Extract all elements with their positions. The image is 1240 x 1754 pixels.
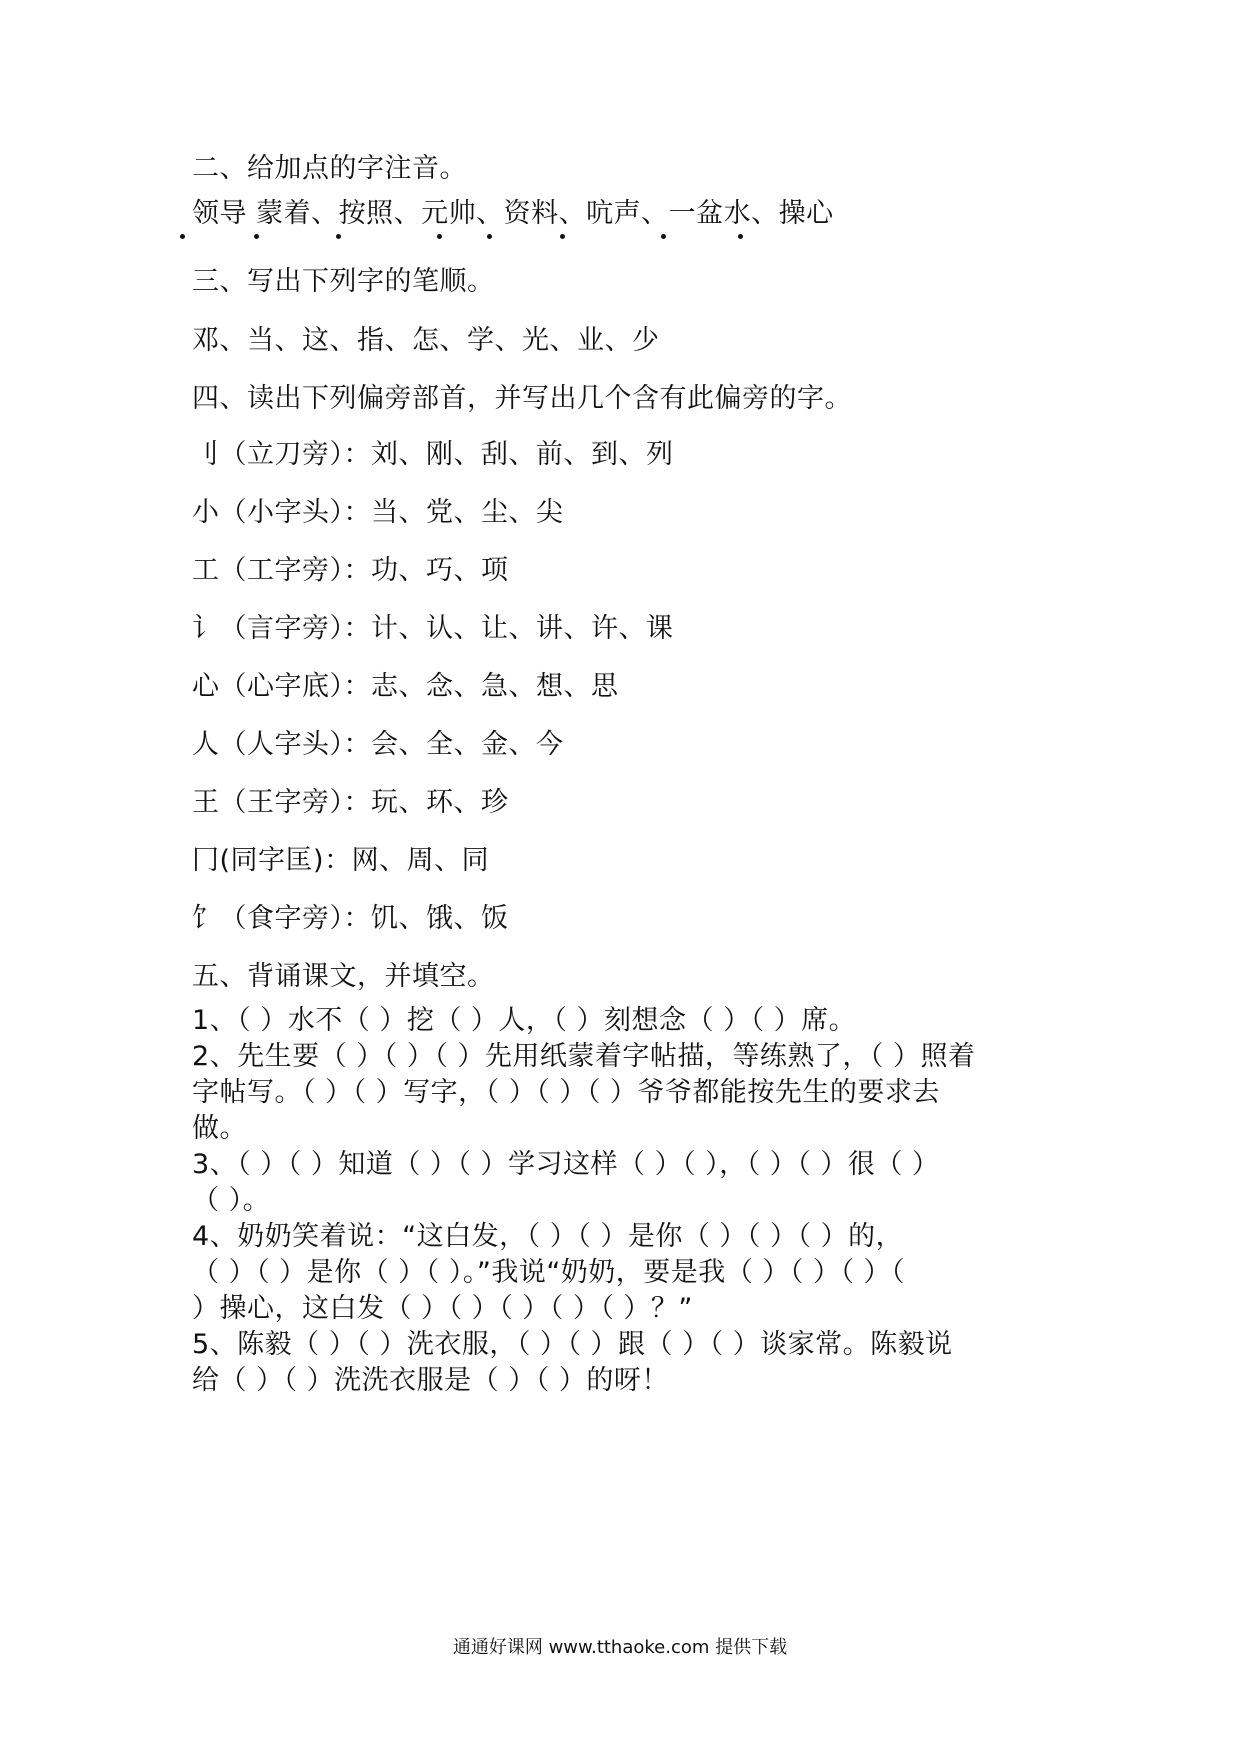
section5-heading: 五、背诵课文，并填空。 [192, 961, 495, 992]
section2-words: 领导 蒙着、按照、元帅、资料、吭声、一盆水、操心 [192, 198, 834, 229]
fill-line: （ ）（ ）是你（ ）（ ）。”我说“奶奶，要是我（ ）（ ）（ ）（ [192, 1257, 906, 1288]
fill-line: 2、先生要（ ）（ ）（ ）先用纸蒙着字帖描，等练熟了，（ ）照着 [192, 1041, 976, 1072]
fill-line: 5、陈毅（ ）（ ）洗衣服，（ ）（ ）跟（ ）（ ）谈家常。陈毅说 [192, 1329, 953, 1360]
fill-line: 4、奶奶笑着说：“这白发，（ ）（ ）是你（ ）（ ）（ ）的， [192, 1221, 904, 1252]
footer-credit: 通通好课网 www.tthaoke.com 提供下载 [452, 1637, 788, 1658]
radical-line: 人（人字头）：会、全、金、今 [192, 729, 564, 760]
fill-line: 1、（ ）水不（ ）挖（ ）人，（ ）刻想念（ ）（ ）席。 [192, 1005, 857, 1036]
radical-line: 小（小字头）：当、党、尘、尖 [192, 497, 564, 528]
radical-line: 王（王字旁）：玩、环、珍 [192, 787, 509, 818]
radical-line: 讠（言字旁）：计、认、让、讲、许、课 [192, 613, 674, 644]
fill-line: （ ）。 [192, 1185, 271, 1216]
radical-line: 工（工字旁）：功、巧、项 [192, 555, 509, 586]
radical-line: 刂（立刀旁）：刘、刚、刮、前、到、列 [192, 439, 674, 470]
radical-line: 饣（食字旁）：饥、饿、饭 [192, 903, 509, 934]
fill-line: 3、（ ）（ ）知道（ ）（ ）学习这样（ ）（ ），（ ）（ ）很（ ） [192, 1149, 940, 1180]
fill-line: ）操心，这白发（ ）（ ）（ ）（ ）（ ）？” [192, 1293, 693, 1324]
section4-heading: 四、读出下列偏旁部首，并写出几个含有此偏旁的字。 [192, 383, 852, 414]
fill-line: 给（ ）（ ）洗洗衣服是（ ）（ ）的呀！ [192, 1365, 669, 1396]
section3-heading: 三、写出下列字的笔顺。 [192, 266, 495, 297]
section2-heading: 二、给加点的字注音。 [192, 153, 467, 184]
radical-line: 心（心字底）：志、念、急、想、思 [192, 671, 619, 702]
section3-chars: 邓、当、这、指、怎、学、光、业、少 [192, 325, 660, 356]
radical-line: 冂(同字匡)：网、周、同 [192, 845, 490, 876]
fill-line: 做。 [192, 1113, 247, 1144]
fill-line: 字帖写。（ ）（ ）写字，（ ）（ ）（ ）爷爷都能按先生的要求去 [192, 1077, 940, 1108]
